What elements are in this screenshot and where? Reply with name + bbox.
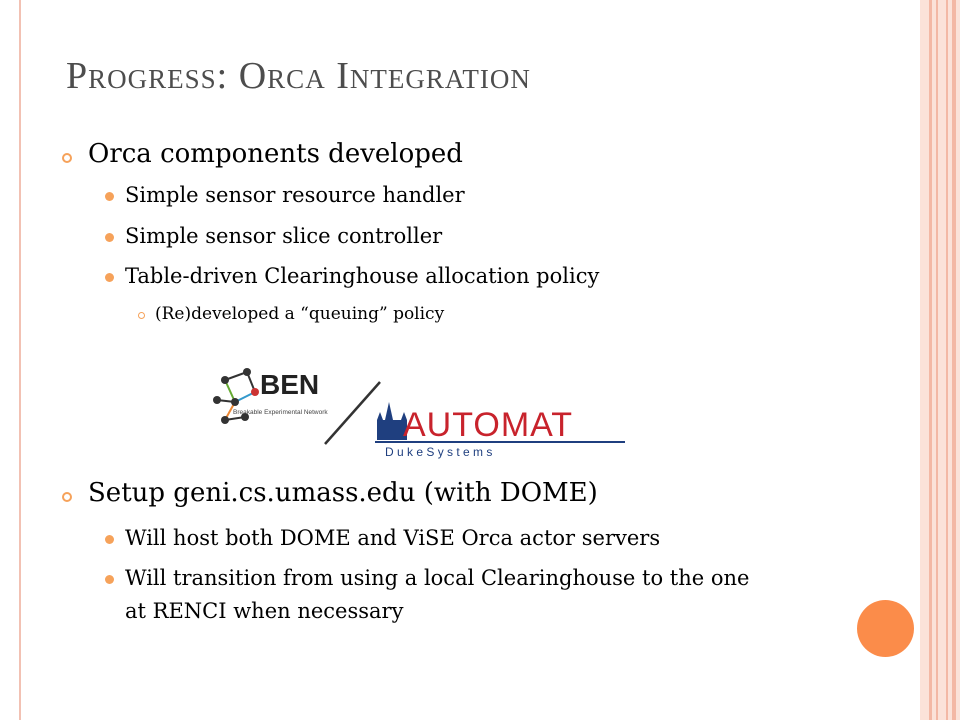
bullet-ring-icon [62, 153, 72, 163]
ben-automat-logos [205, 362, 635, 462]
bullet-small-ring-icon [138, 312, 145, 319]
bullet-ring-icon [62, 492, 72, 502]
bullet-dot-icon [105, 535, 114, 544]
left-border-line [19, 0, 21, 720]
bullet-queuing-policy: (Re)developed a “queuing” policy [155, 304, 445, 324]
bullet-transition-line2: at RENCI when necessary [125, 599, 404, 623]
bullet-setup-geni: Setup geni.cs.umass.edu (with DOME) [88, 478, 598, 508]
bullet-allocation-policy: Table-driven Clearinghouse allocation policy [125, 264, 600, 288]
ben-logo-subtitle: Breakable Experimental Network [233, 409, 328, 416]
logos-area [205, 362, 635, 462]
bullet-dot-icon [105, 273, 114, 282]
automat-logo-subtitle: D u k e S y s t e m s [385, 445, 493, 459]
bullet-dot-icon [105, 192, 114, 201]
decorative-orange-circle [857, 600, 914, 657]
bullet-dot-icon [105, 233, 114, 242]
bullet-slice-controller: Simple sensor slice controller [125, 224, 443, 248]
bullet-transition-line1: Will transition from using a local Clearinghouse to the one [125, 566, 750, 590]
bullet-resource-handler: Simple sensor resource handler [125, 183, 465, 207]
ben-logo-text: BEN [260, 369, 320, 400]
slide-title [66, 54, 531, 98]
bullet-dot-icon [105, 575, 114, 584]
automat-logo-text: AUTOMAT [403, 406, 574, 444]
bullet-orca-components: Orca components developed [88, 139, 463, 169]
slide-title-text: Progress: Orca Integration [66, 55, 531, 97]
bullet-host-servers: Will host both DOME and ViSE Orca actor servers [125, 526, 661, 550]
right-decorative-stripes [920, 0, 960, 720]
logo-divider-slash [325, 382, 380, 444]
